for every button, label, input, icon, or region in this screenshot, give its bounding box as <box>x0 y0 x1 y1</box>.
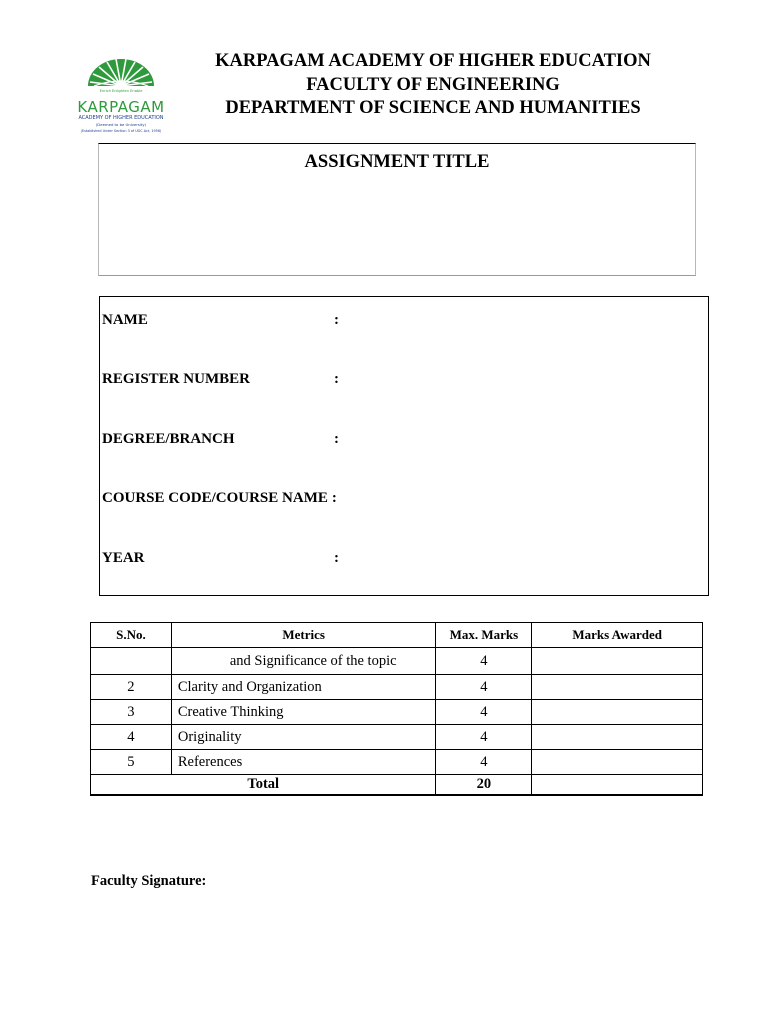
year-field[interactable] <box>102 549 339 567</box>
sno-cell: 2 <box>91 675 172 700</box>
table-row <box>91 700 703 725</box>
metric-cell: and Significance of the topic <box>171 648 436 675</box>
marks-awarded-cell[interactable] <box>532 648 703 675</box>
svg-text:KARPAGAM: KARPAGAM <box>77 98 165 116</box>
degree-branch-field[interactable] <box>102 430 339 448</box>
register-number-label: REGISTER NUMBER <box>102 371 250 387</box>
marks-awarded-cell[interactable] <box>532 675 703 700</box>
department-name: DEPARTMENT OF SCIENCE AND HUMANITIES <box>225 98 641 118</box>
degree-branch-colon: : <box>334 431 339 447</box>
sno-cell <box>91 648 172 675</box>
metric-cell: Originality <box>171 725 436 750</box>
table-row <box>91 725 703 750</box>
svg-text:ACADEMY OF HIGHER EDUCATION: ACADEMY OF HIGHER EDUCATION <box>78 115 164 121</box>
register-number-colon: : <box>334 371 339 387</box>
assignment-title: ASSIGNMENT TITLE <box>304 152 490 172</box>
name-colon: : <box>334 312 339 328</box>
institution-name: KARPAGAM ACADEMY OF HIGHER EDUCATION <box>215 51 651 71</box>
marks-awarded-cell[interactable] <box>532 700 703 725</box>
name-label: NAME <box>102 312 148 328</box>
column-header-marks-awarded: Marks Awarded <box>532 623 703 648</box>
karpagam-emblem-icon <box>66 52 176 140</box>
name-field[interactable] <box>102 311 339 329</box>
marks-awarded-cell[interactable] <box>532 750 703 775</box>
max-marks-cell: 4 <box>436 750 532 775</box>
table-row <box>91 675 703 700</box>
column-header-sno: S.No. <box>91 623 172 648</box>
faculty-signature-label: Faculty Signature: <box>91 873 207 889</box>
document-header <box>180 50 686 121</box>
year-colon: : <box>334 550 339 566</box>
max-marks-cell: 4 <box>436 725 532 750</box>
max-marks-cell: 4 <box>436 648 532 675</box>
register-number-field[interactable] <box>102 370 339 388</box>
sno-cell: 4 <box>91 725 172 750</box>
metric-cell: Creative Thinking <box>171 700 436 725</box>
faculty-name: FACULTY OF ENGINEERING <box>306 74 560 95</box>
total-marks-awarded[interactable] <box>532 775 703 796</box>
degree-branch-label: DEGREE/BRANCH <box>102 431 235 447</box>
table-row <box>91 750 703 775</box>
column-header-max-marks: Max. Marks <box>436 623 532 648</box>
metric-cell: Clarity and Organization <box>171 675 436 700</box>
total-row <box>91 775 703 796</box>
course-label: COURSE CODE/COURSE NAME <box>102 490 328 506</box>
karpagam-logo <box>66 52 176 140</box>
svg-text:(Deemed to be University): (Deemed to be University) <box>95 122 147 127</box>
sno-cell: 5 <box>91 750 172 775</box>
svg-text:Enrich Enlighten Enable: Enrich Enlighten Enable <box>99 89 143 93</box>
sno-cell: 3 <box>91 700 172 725</box>
max-marks-cell: 4 <box>436 700 532 725</box>
year-label: YEAR <box>102 550 145 566</box>
course-colon: : <box>331 490 337 506</box>
column-header-metrics: Metrics <box>171 623 436 648</box>
marks-table <box>90 622 703 796</box>
table-row <box>91 648 703 675</box>
marks-awarded-cell[interactable] <box>532 725 703 750</box>
total-max-marks: 20 <box>436 775 532 796</box>
student-info-box <box>99 296 709 596</box>
course-field[interactable] <box>102 489 337 507</box>
metric-cell: References <box>171 750 436 775</box>
table-header-row <box>91 623 703 648</box>
assignment-title-box[interactable] <box>98 143 696 276</box>
max-marks-cell: 4 <box>436 675 532 700</box>
total-label: Total <box>91 775 436 796</box>
svg-text:(Established Under Section 3 o: (Established Under Section 3 of UGC Act, 1956) <box>80 129 162 133</box>
